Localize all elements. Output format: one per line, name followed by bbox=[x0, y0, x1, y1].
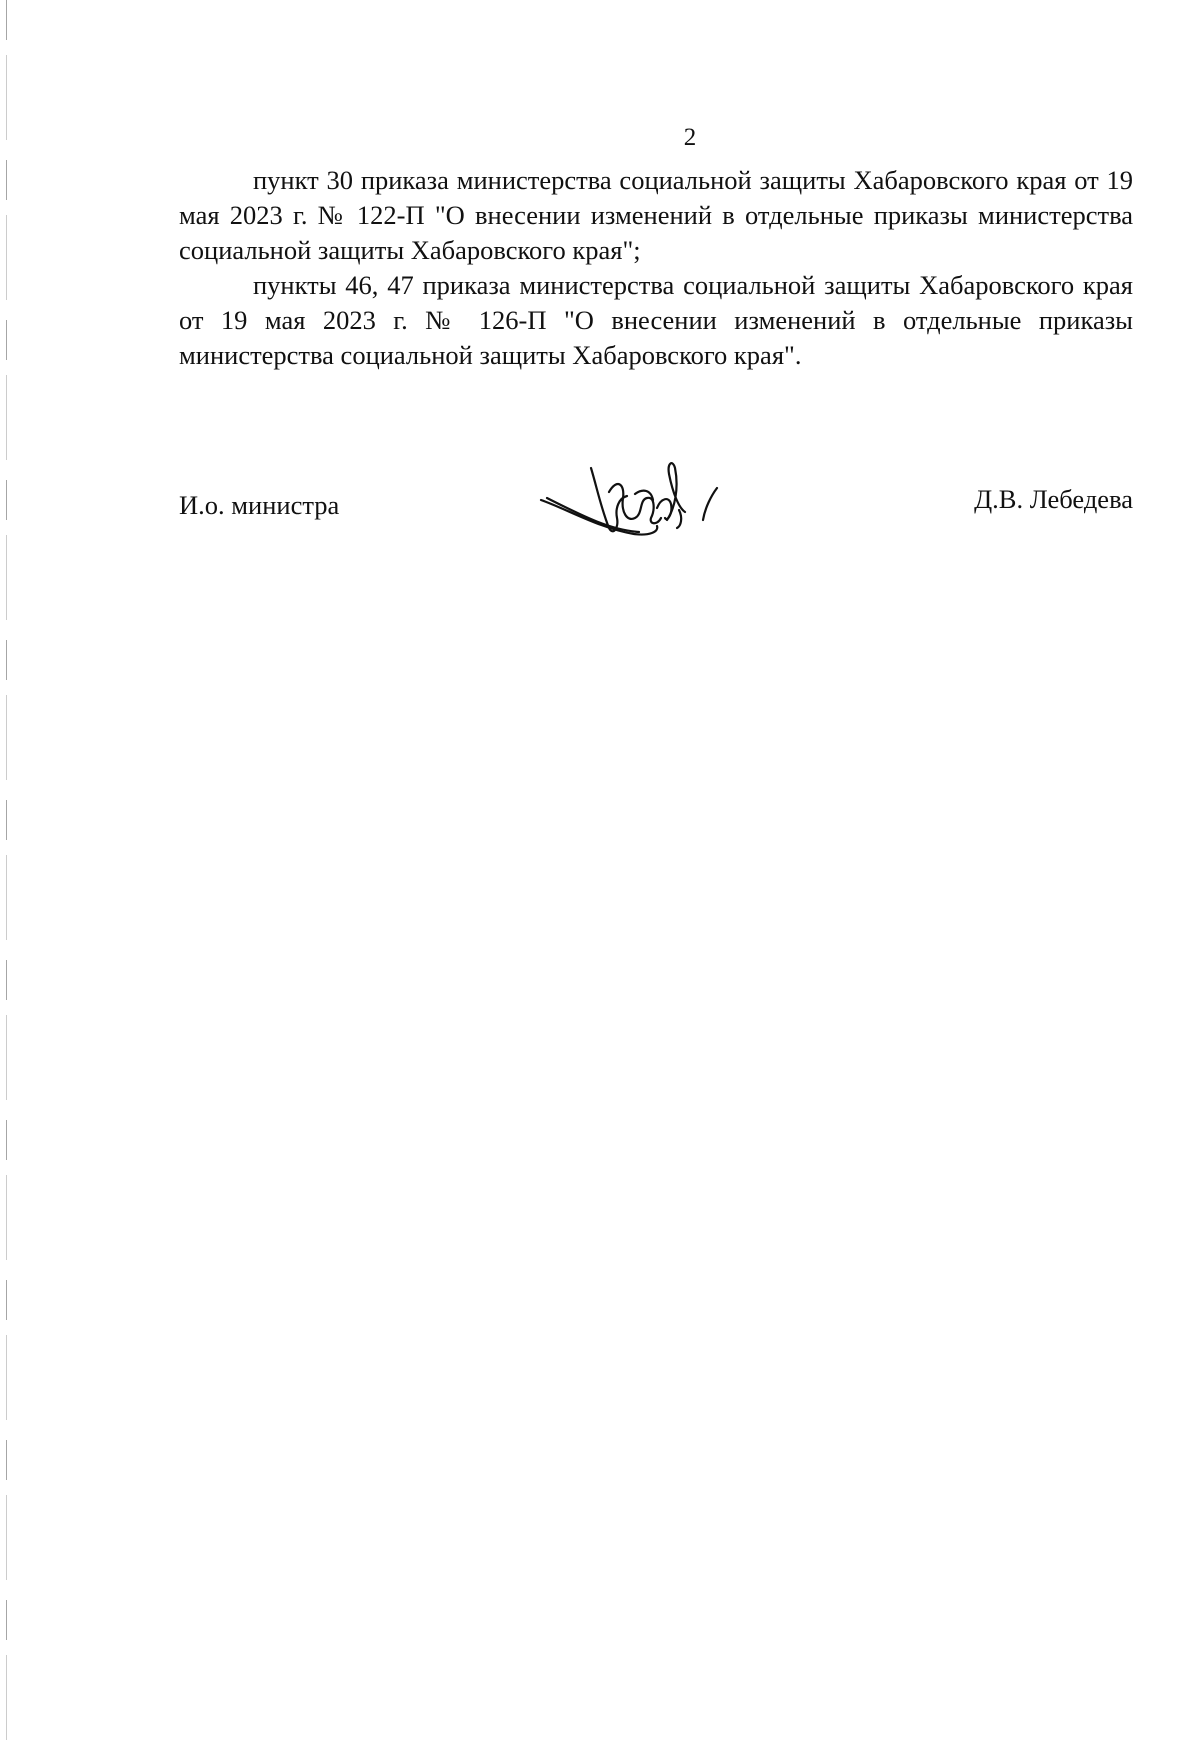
signer-name: Д.В. Лебедева bbox=[974, 484, 1133, 514]
signer-position: И.о. министра bbox=[179, 490, 340, 520]
document-body bbox=[179, 163, 1133, 373]
page-number: 2 bbox=[683, 124, 697, 151]
handwritten-signature bbox=[539, 448, 739, 548]
paragraph: пункт 30 приказа министерства социальной защиты Хабаровского края от 19 мая 2023 г. № 122-П "О внесении изменений в отдельные приказы министерства социальной защиты Хабаровского края"; bbox=[179, 165, 1133, 265]
signature-block bbox=[179, 448, 1133, 548]
scan-edge bbox=[6, 0, 7, 1746]
paragraph: пункты 46, 47 приказа министерства социальной защиты Хабаровского края от 19 мая 2023 г. № 126-П "О внесении изменений в отдельные приказы министерства социальной защиты Хабаровского края". bbox=[179, 270, 1133, 370]
